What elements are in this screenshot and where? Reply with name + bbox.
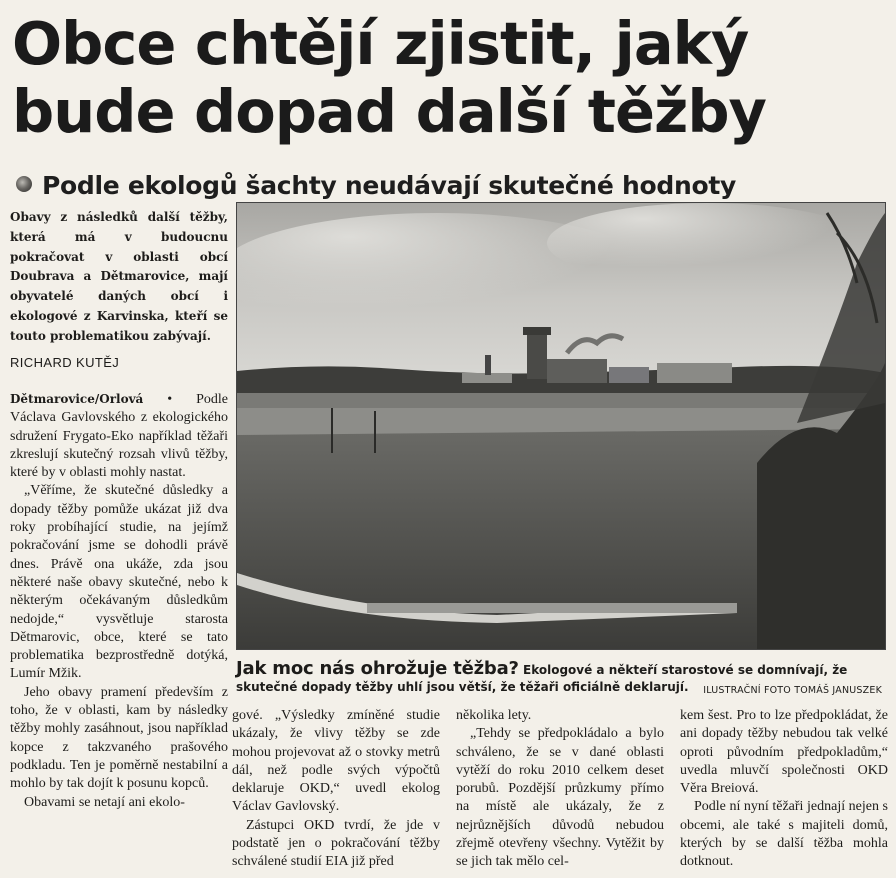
headline-line-2: bude dopad další těžby [12,77,767,146]
subheadline-text: Podle ekologů šachty neudávají skutečné hodnoty [42,171,736,200]
paragraph: Obavami se netají ani ekolo- [24,794,185,810]
paragraph: několika lety. [456,708,532,723]
article-column-4 [680,707,888,872]
caption-title: Jak moc nás ohrožuje těžba? [236,658,519,679]
paragraph: „Tehdy se předpokládalo a bylo schváleno, že se v dané oblasti vytěží do roku 2010 celkem deset porubů. Pozdější průzkumy přímo na místě ale ukázaly, že z nejrůznějších důvodů nebudou zřejmě otevřeny všechny. Vytěžit by se jich tak mělo cel- [456,726,664,870]
article-photo [236,202,886,650]
article-column-3 [456,707,664,872]
paragraph: Podle ní nyní těžaři jednají nejen s obcemi, ale také s majiteli domů, kterých by se další těžba mohla dotknout. [680,799,888,870]
bullet-icon [16,176,32,192]
author-byline: RICHARD KUTĚJ [10,355,120,370]
paragraph: Zástupci OKD tvrdí, že jde v podstatě jen o pokračování těžby schválené studií EIA již před [232,817,440,870]
subheadline [16,170,886,202]
paragraph: „Věříme, že skutečné důsledky a dopady těžby pomůže ukázat již dva roky probíhající studie, na jejímž pokračování jsme se dohodli právě dnes. Právě ona ukáže, zda jsou některé naše obavy skutečné, nebo k některým očekávaným důsledkům nedojde,“ vysvětluje starosta Dětmarovic, obce, které se tato problematika bezprostředně dotýká, Lumír Mžik. [10,483,228,682]
photo-caption [236,660,888,696]
photo-credit: ILUSTRAČNÍ FOTO TOMÁŠ JANUSZEK [703,685,882,696]
article-column-2 [232,707,440,872]
paragraph: Jeho obavy pramení především z toho, že v oblasti, kam by následky těžby mohly zasáhnout, jsou například kopce z takzvaného prašového podkladu. Ten je poměrně nestabilní a mohlo by tak dojít k posunu kopců. [10,684,228,792]
headline-line-1: Obce chtějí zjistit, jaký [12,9,749,78]
paragraph [10,390,228,482]
paragraph-text: Podle Václava Gavlovského z ekologického sdružení Frygato-Eko například těžaři zkreslují skutečný rozsah vlivů těžby, které by v oblasti mohly nastat. [10,392,228,481]
dateline: Dětmarovice/Orlová [10,392,144,406]
paragraph: gové. „Výsledky zmíněné studie ukázaly, že vlivy těžby se zde mohou projevovat až o stovky metrů dál, než podle svých výpočtů deklaruje OKD,“ uvedl ekolog Václav Gavlovský. [232,708,440,815]
paragraph: kem šest. Pro to lze předpokládat, že ani dopady těžby nebudou tak velké oproti původním předpokladům,“ uvedla mluvčí společnosti OKD Věra Breiová. [680,708,888,797]
article-column-1 [10,390,228,812]
dateline-separator: • [167,392,173,407]
lead-paragraph: Obavy z následků další těžby, která má v budoucnu pokračovat v oblasti obcí Doubrava a Dětmarovice, mají obyvatelé daných obcí i ekologové z Karvinska, kteří se touto problematikou zabývají. [10,210,228,343]
caption-text: Ekologové a někteří starostové se domnívají, že skutečné dopady těžby uhlí jsou větší, že těžaři oficiálně deklarují. [236,663,848,694]
headline [12,10,892,146]
